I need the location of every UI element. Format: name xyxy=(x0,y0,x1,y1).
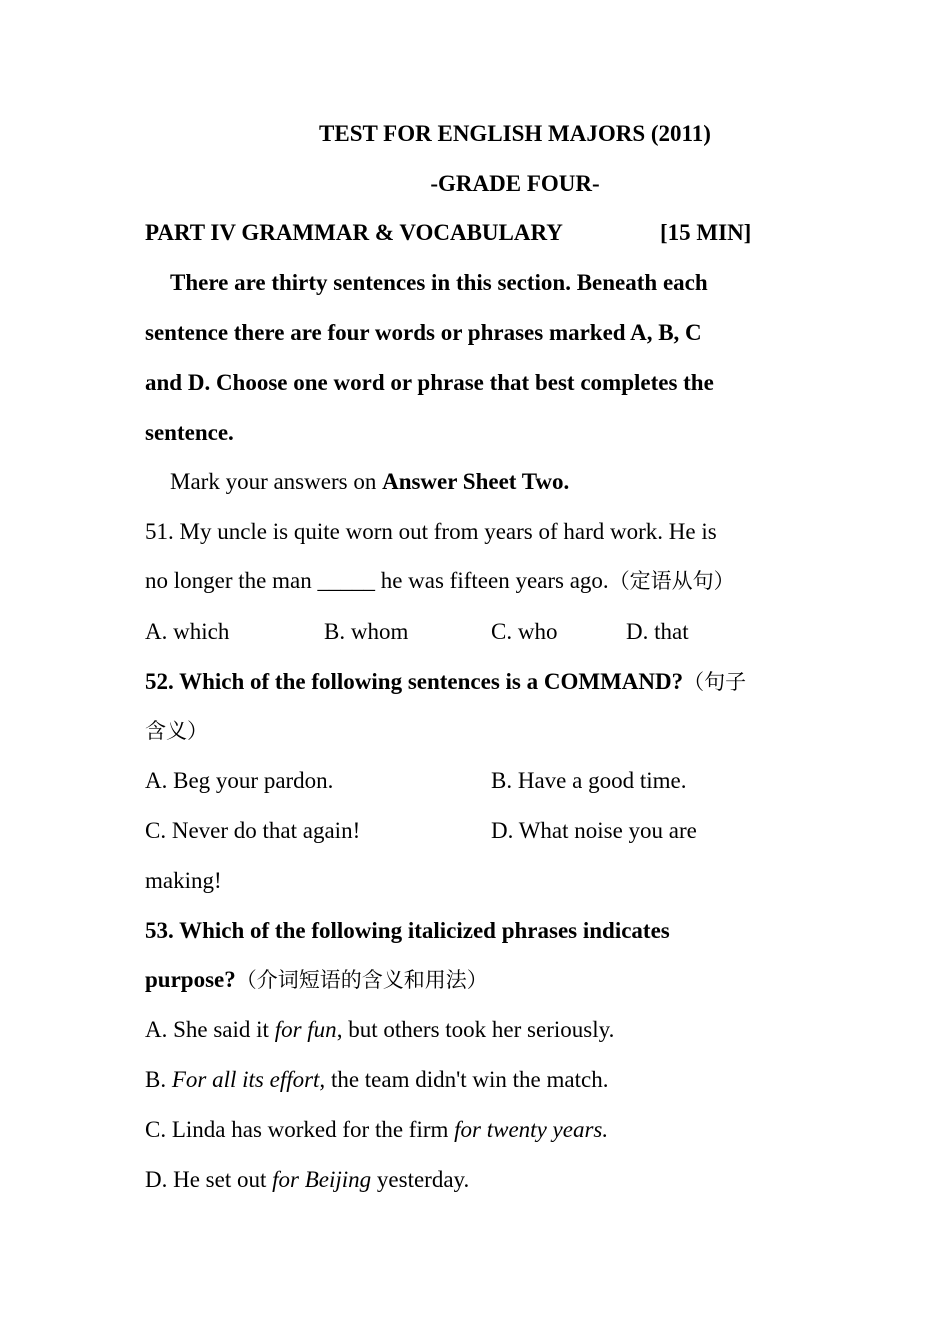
q53-option-c xyxy=(145,1115,608,1145)
q53-option-b-post: the team didn't win the match. xyxy=(325,1067,609,1092)
grade-heading: -GRADE FOUR- xyxy=(430,171,600,196)
q52-option-b: B. Have a good time. xyxy=(491,768,687,793)
q53-option-d-post: yesterday. xyxy=(371,1167,470,1192)
instructions-line-1: There are thirty sentences in this section. Beneath each xyxy=(170,270,708,295)
q52-option-d: D. What noise you are xyxy=(491,818,697,843)
q51-line-2 xyxy=(145,566,735,596)
q51-stem: no longer the man _____ he was fifteen years ago. xyxy=(145,568,609,593)
mark-answers-line xyxy=(170,467,569,497)
q51-option-c: C. who xyxy=(491,619,558,644)
q53-option-a-pre: A. She said it xyxy=(145,1017,275,1042)
q53-option-b-pre: B. xyxy=(145,1067,172,1092)
q51-option-d: D. that xyxy=(626,619,689,644)
q53-option-a-post: , but others took her seriously. xyxy=(336,1017,615,1042)
part-time: [15 MIN] xyxy=(660,220,752,245)
q53-option-d-italic: for Beijing xyxy=(272,1167,372,1192)
q51-option-a: A. which xyxy=(145,619,230,644)
test-title: TEST FOR ENGLISH MAJORS (2011) xyxy=(319,121,711,146)
instructions-line-3: and D. Choose one word or phrase that best completes the xyxy=(145,370,714,395)
q53-option-c-italic: for twenty years. xyxy=(454,1117,609,1142)
q52-note-2: 含义） xyxy=(145,719,208,743)
q52-line-1 xyxy=(145,667,746,697)
q53-line-2 xyxy=(145,965,488,995)
mark-answers-prefix: Mark your answers on xyxy=(170,469,383,494)
q53-option-b-italic: For all its effort, xyxy=(171,1067,326,1092)
q52-stem: 52. Which of the following sentences is a COMMAND? xyxy=(145,669,684,694)
q52-option-a: A. Beg your pardon. xyxy=(145,768,334,793)
q53-line-1: 53. Which of the following italicized phrases indicates xyxy=(145,918,670,943)
part-heading xyxy=(145,218,563,248)
part-title: PART IV GRAMMAR & VOCABULARY xyxy=(145,220,563,245)
q51-option-b: B. whom xyxy=(324,619,409,644)
q52-option-c: C. Never do that again! xyxy=(145,818,361,843)
q52-option-d-continued: making! xyxy=(145,868,222,893)
q52-note-1: （句子 xyxy=(683,670,747,694)
instructions-line-2: sentence there are four words or phrases marked A, B, C xyxy=(145,320,702,345)
answer-sheet-label: Answer Sheet Two. xyxy=(382,469,570,494)
q53-option-a-italic: for fun xyxy=(274,1017,337,1042)
q53-option-c-pre: C. Linda has worked for the firm xyxy=(145,1117,455,1142)
q51-line-1: 51. My uncle is quite worn out from years of hard work. He is xyxy=(145,519,717,544)
q53-note: （介词短语的含义和用法） xyxy=(235,968,488,992)
q53-option-a xyxy=(145,1015,614,1045)
q53-option-b xyxy=(145,1065,608,1095)
q53-option-d xyxy=(145,1165,469,1195)
q53-option-d-pre: D. He set out xyxy=(145,1167,273,1192)
instructions-line-4: sentence. xyxy=(145,420,234,445)
q51-note: （定语从句） xyxy=(608,569,735,593)
q53-stem-end: purpose? xyxy=(145,967,236,992)
